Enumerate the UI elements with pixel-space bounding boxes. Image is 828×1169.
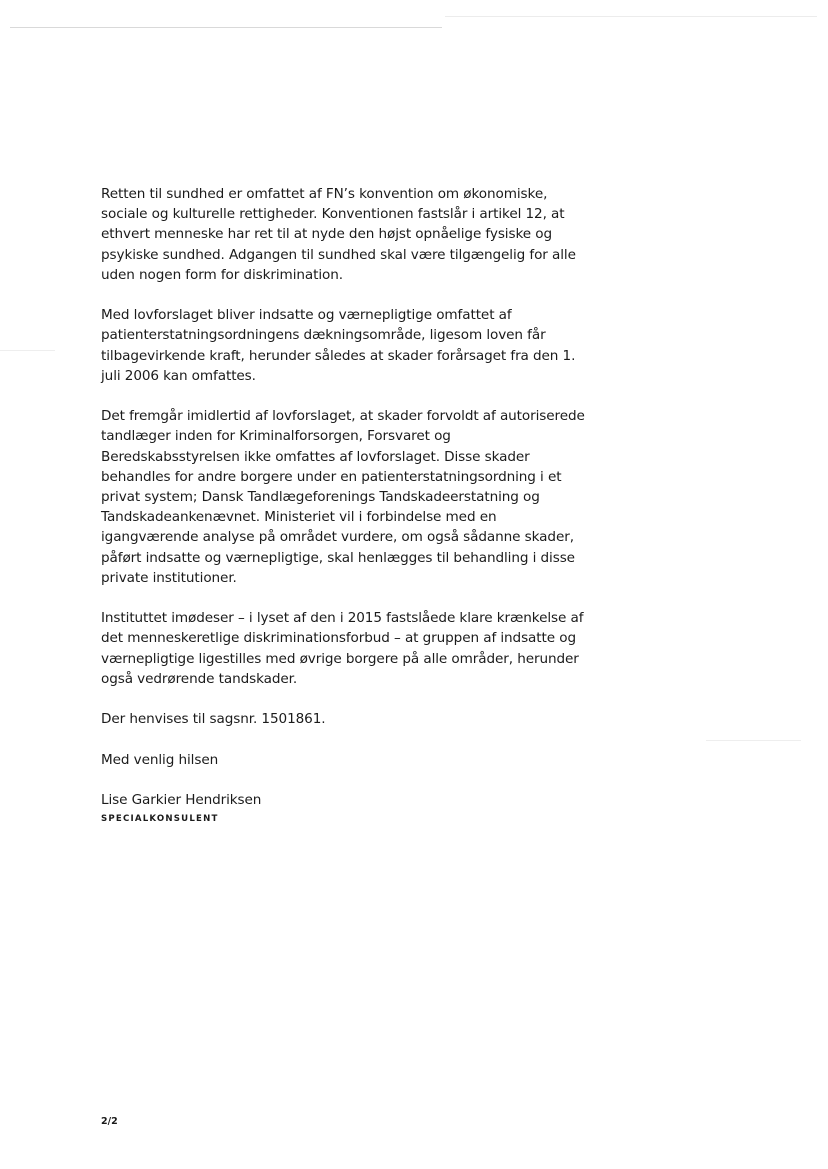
signer-name: Lise Garkier Hendriksen [101, 792, 262, 808]
page-number: 2/2 [101, 1116, 118, 1127]
scan-artifact-line [445, 16, 817, 17]
paragraph-dental-exclusion: Det fremgår imidlertid af lovforslaget, at skader forvoldt af autoriserede tandlæger inden for Kriminalforsorgen, Forsvaret og Beredskabsstyrelsen ikke omfattes af lovforslaget. Disse skader behandles for andre borgere under en patienterstatningsordning i et privat system; Dansk Tandlægeforenings Tandskadeerstatning og Tandskadeankenævnet. Ministeriet vil i forbindelse med en igangværende analyse på området vurdere, om også sådanne skader, påført indsatte og værnepligtige, skal henlægges til behandling i disse private institutioner. [101, 408, 585, 586]
scan-artifact-mark [0, 350, 55, 351]
scan-artifact-mark [706, 740, 801, 741]
scan-artifact-line [10, 27, 442, 28]
closing-greeting: Med venlig hilsen [101, 751, 219, 768]
letter-body [101, 184, 591, 826]
paragraph-bill-coverage: Med lovforslaget bliver indsatte og værnepligtige omfattet af patienterstatningsordningens dækningsområde, ligesom loven får tilbagevirkende kraft, herunder således at skader forårsaget fra den 1. juli 2006 kan omfattes. [101, 307, 576, 384]
signer-title: SPECIALKONSULENT [101, 814, 219, 825]
paragraph-institute-expectation: Instituttet imødeser – i lyset af den i 2015 fastslåede klare krænkelse af det menneskeretlige diskriminationsforbud – at gruppen af indsatte og værnepligtige ligestilles med øvrige borgere på alle områder, herunder også vedrørende tandskader. [101, 610, 584, 687]
paragraph-case-reference: Der henvises til sagsnr. 1501861. [101, 711, 326, 728]
paragraph-right-to-health: Retten til sundhed er omfattet af FN’s konvention om økonomiske, sociale og kulturelle rettigheder. Konventionen fastslår i artikel 12, at ethvert menneske har ret til at nyde den højst opnåelige fysiske og psykiske sundhed. Adgangen til sundhed skal være tilgængelig for alle uden nogen form for diskrimination. [101, 186, 576, 283]
